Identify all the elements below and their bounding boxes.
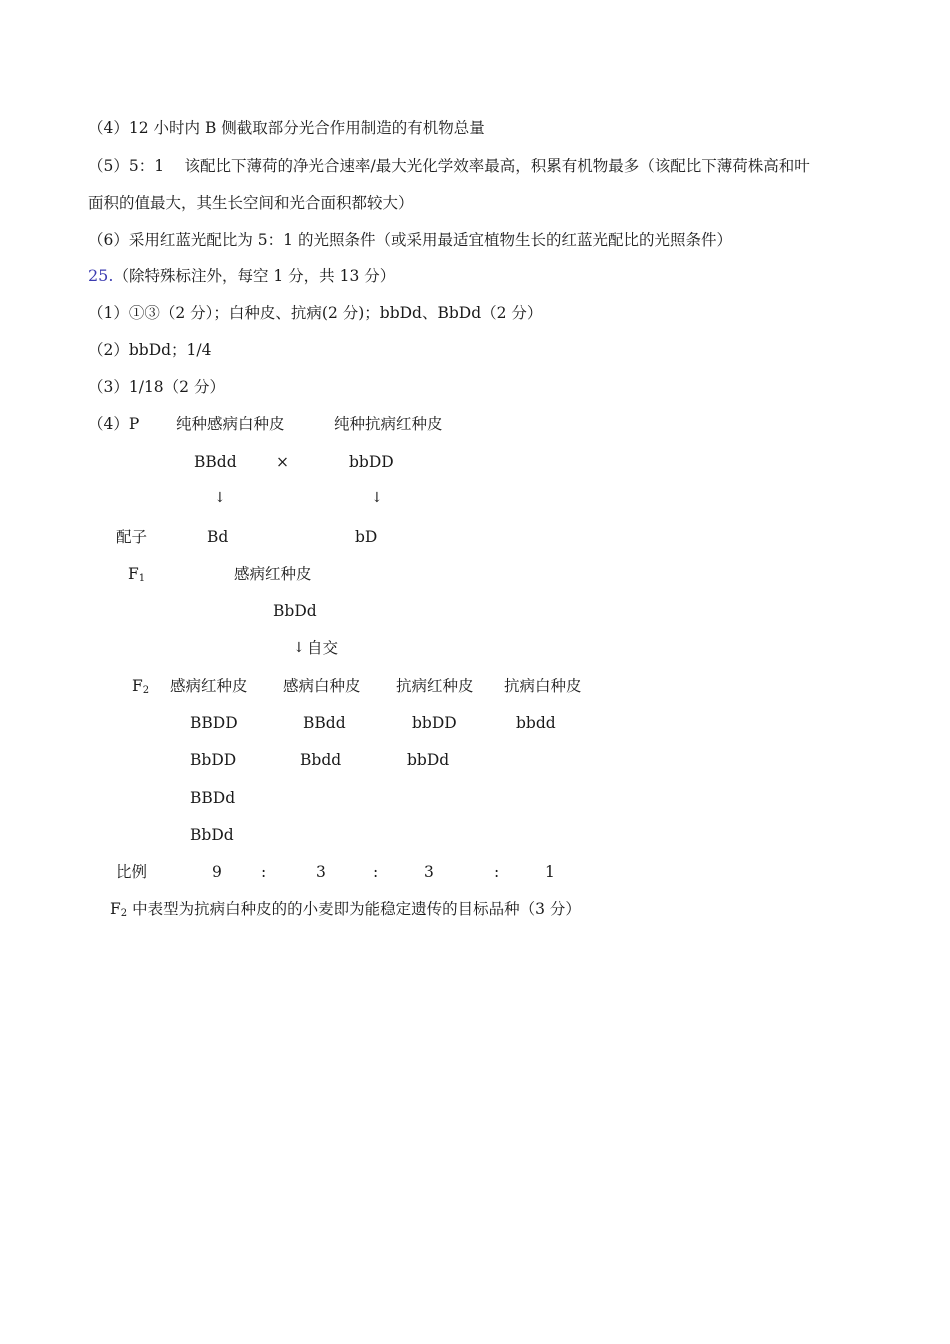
f2-genotype: Bbdd [300,751,342,769]
ratio-colon: : [373,863,379,881]
f1-genotype: BbDd [273,602,317,620]
f1-label: $F_1$ [128,565,146,584]
down-arrow-icon: ↓ [214,490,226,506]
f2-genotype: BBDd [190,789,236,807]
ratio-value: 9 [212,863,222,881]
ratio-colon: : [494,863,500,881]
q24-part4: （4）12 小时内 B 侧截取部分光合作用制造的有机物总量 [88,119,485,137]
q24-part6: （6）采用红蓝光配比为 5：1 的光照条件（或采用最适宜植物生长的红蓝光配比的光照条件） [88,231,732,249]
ratio-colon: : [261,863,267,881]
selfing-label: 自交 [307,639,339,657]
f2-phenotype: 感病红种皮 [170,677,248,695]
ratio-value: 3 [424,863,434,881]
f2-phenotype: 抗病白种皮 [504,677,582,695]
ratio-value: 1 [545,863,555,881]
parent2-phenotype: 纯种抗病红种皮 [334,415,443,433]
q25-part1: （1）①③（2 分）；白种皮、抗病(2 分)；bbDd、BbDd（2 分） [88,304,543,322]
parent2-genotype: bbDD [349,453,394,471]
ratio-label: 比例 [116,863,148,881]
f2-genotype: BBDD [190,714,238,732]
gamete2: bD [355,528,378,546]
q25-part2: （2）bbDd；1/4 [88,341,212,359]
f2-genotype: bbdd [516,714,556,732]
ratio-value: 3 [316,863,326,881]
q25-part3: （3）1/18（2 分） [88,378,225,396]
gamete1: Bd [207,528,229,546]
cross-sign: × [276,453,289,471]
f2-label: $F_2$ [132,677,150,696]
f2-genotype: BbDD [190,751,237,769]
down-arrow-icon: ↓ [293,640,305,656]
part4-p-label: （4）P [88,415,140,433]
question-number: 25. [88,266,114,285]
f2-genotype: BbDd [190,826,234,844]
f2-genotype: bbDD [412,714,457,732]
parent1-genotype: BBdd [194,453,237,471]
f2-genotype: BBdd [303,714,346,732]
parent1-phenotype: 纯种感病白种皮 [176,415,285,433]
q25-conclusion: $F_2$ 中表型为抗病白种皮的的小麦即为能稳定遗传的目标品种（3 分） [110,900,581,919]
q24-part5-line1: （5）5：1 该配比下薄荷的净光合速率/最大光化学效率最高，积累有机物最多（该配比下薄荷株高和叶 [88,157,810,175]
f2-phenotype: 感病白种皮 [283,677,361,695]
f2-phenotype: 抗病红种皮 [396,677,474,695]
q25-note: （除特殊标注外，每空 1 分，共 13 分） [113,267,396,285]
down-arrow-icon: ↓ [371,490,383,506]
gamete-label: 配子 [116,528,148,546]
f2-genotype: bbDd [407,751,450,769]
f1-phenotype: 感病红种皮 [234,565,312,583]
q25-header [88,266,395,286]
q24-part5-line2: 面积的值最大，其生长空间和光合面积都较大） [88,194,414,212]
